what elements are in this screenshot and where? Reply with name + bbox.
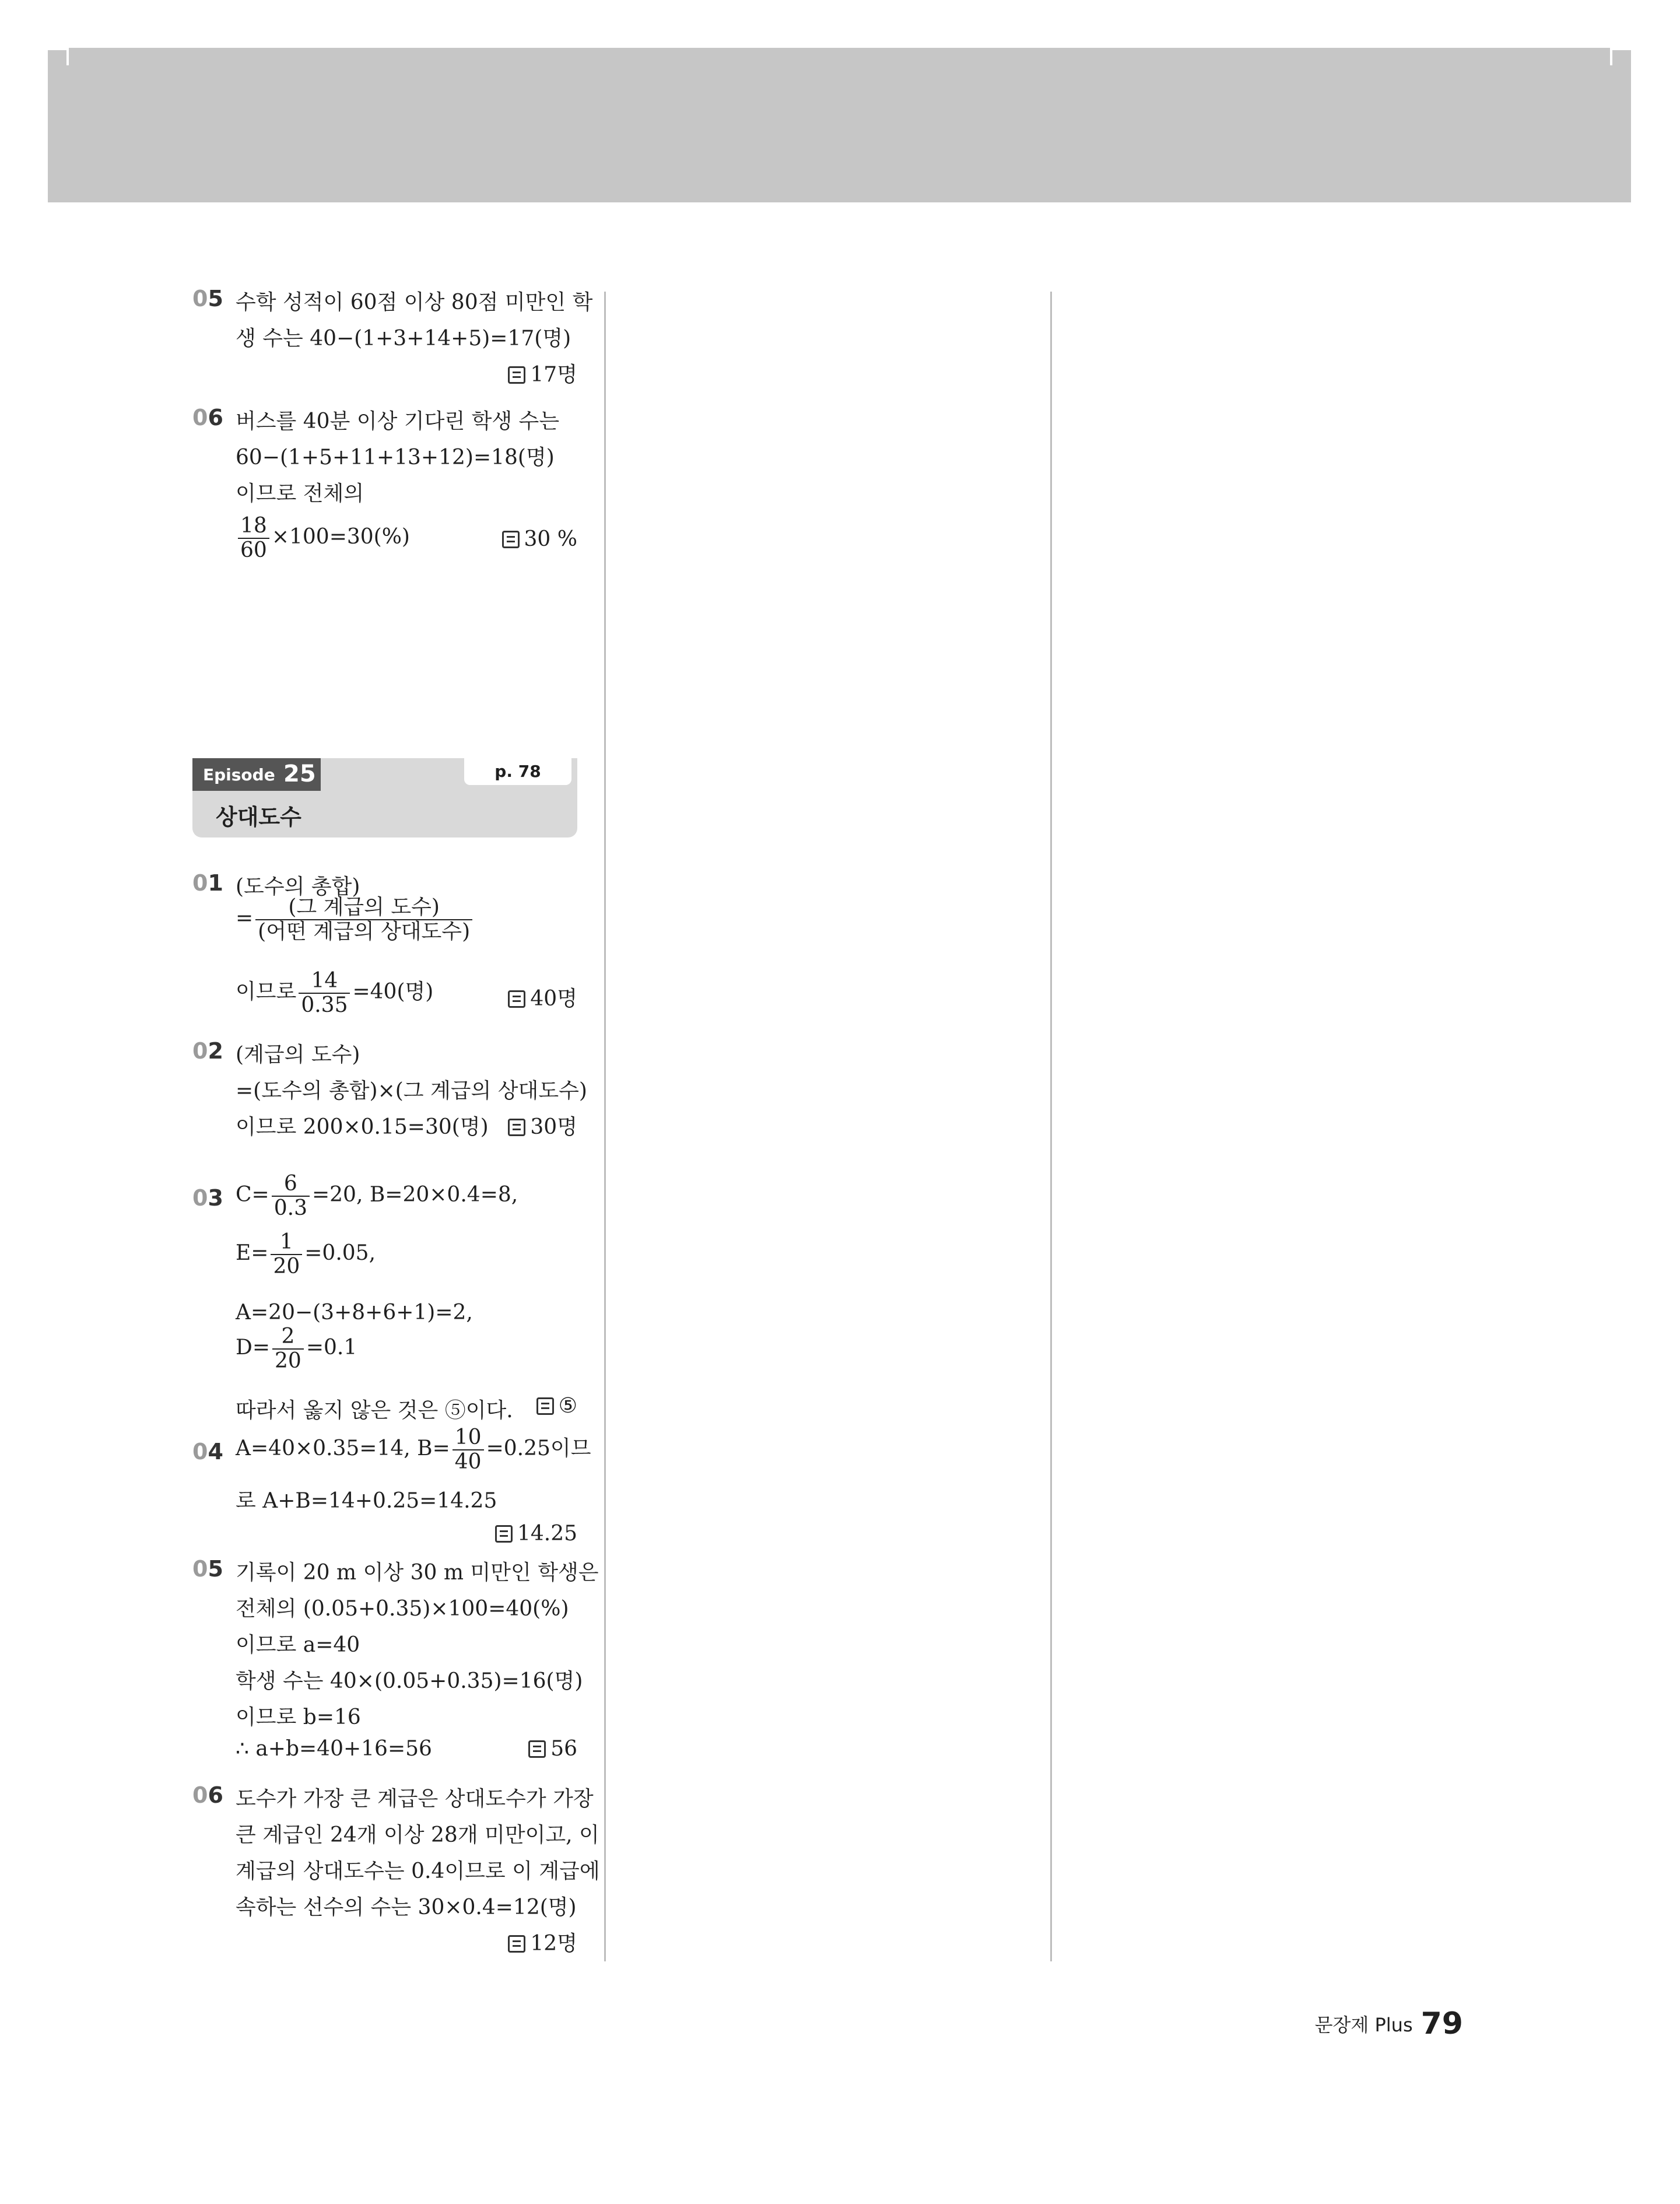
answer-icon [536, 1397, 554, 1415]
problem-number: 02 [192, 1038, 223, 1064]
solution-line: (계급의 도수) [236, 1043, 360, 1067]
solution-line: (도수의 총합) [236, 875, 360, 899]
page-footer [1315, 2006, 1463, 2041]
solution-line: 수학 성적이 60점 이상 80점 미만인 학 [236, 290, 593, 314]
answer: 30명 [508, 1110, 577, 1140]
crop-mark [1610, 48, 1612, 65]
answer: 12명 [508, 1927, 577, 1957]
answer: 17명 [508, 358, 577, 388]
solution-line: $\frac{18}{60}$ ×100=30(%) [236, 514, 410, 562]
episode-number: 25 [283, 761, 316, 787]
answer-icon [508, 1935, 525, 1953]
solution-line: = $\frac{\text{(그 계급의 도수)}}{\text{(어떤 계급의 상대도수)}}$ [236, 896, 475, 944]
solution-line: 전체의 (0.05+0.35)×100=40(%) [236, 1597, 569, 1621]
solution-line: C= $\frac{6}{0.3}$ =20, B=20×0.4=8, [236, 1172, 518, 1220]
answer-icon [508, 990, 525, 1008]
answer: 30 % [502, 527, 577, 551]
solution-line: =(도수의 총합)×(그 계급의 상대도수) [236, 1079, 587, 1103]
problem-number: 06 [192, 405, 223, 430]
column-divider [1050, 292, 1052, 1961]
solution-line: 따라서 옳지 않은 것은 ⑤이다. [236, 1399, 513, 1422]
solution-line: ∴ a+b=40+16=56 [236, 1737, 432, 1761]
solution-line: 생 수는 40−(1+3+14+5)=17(명) [236, 327, 571, 351]
answer: 56 [528, 1737, 577, 1761]
page-number: 79 [1421, 2006, 1463, 2041]
episode-title: 상대도수 [216, 804, 301, 830]
answer-icon [508, 366, 525, 384]
solution-line: 학생 수는 40×(0.05+0.35)=16(명) [236, 1669, 583, 1693]
answer-icon [502, 531, 520, 548]
problem-number: 05 [192, 286, 223, 311]
header-band [48, 48, 1631, 202]
solution-line: D= $\frac{2}{20}$ =0.1 [236, 1324, 357, 1373]
problem-number: 06 [192, 1782, 223, 1808]
episode-tag: Episode 25 [192, 758, 321, 791]
solution-line: A=40×0.35=14, B= $\frac{10}{40}$ =0.25이므 [236, 1425, 591, 1474]
crop-mark [1610, 48, 1631, 50]
answer-icon [508, 1119, 525, 1136]
answer-icon [495, 1525, 513, 1543]
answer: ⑤ [536, 1394, 577, 1418]
solution-line: A=20−(3+8+6+1)=2, [236, 1301, 473, 1324]
solution-line: 버스를 40분 이상 기다린 학생 수는 [236, 409, 560, 433]
answer-icon [528, 1740, 546, 1758]
solution-line: 이므로 전체의 [236, 482, 364, 506]
fraction: $\frac{10}{40}$ [453, 1426, 484, 1474]
solution-line: 이므로 $\frac{14}{0.35}$ =40(명) [236, 969, 434, 1017]
problem-number: 05 [192, 1556, 223, 1582]
problem-number: 01 [192, 870, 223, 896]
problem-number: 04 [192, 1439, 223, 1464]
solution-line: 이므로 b=16 [236, 1705, 361, 1729]
book-title: 문장제 Plus [1314, 2014, 1413, 2036]
fraction: $\frac{1}{20}$ [271, 1231, 302, 1278]
page-reference: p. 78 [464, 758, 571, 785]
column-divider [604, 292, 606, 1961]
solution-line: 60−(1+5+11+13+12)=18(명) [236, 446, 555, 469]
fraction: $\frac{2}{20}$ [272, 1325, 304, 1373]
fraction: $\frac{6}{0.3}$ [272, 1172, 310, 1220]
answer: 14.25 [495, 1522, 577, 1546]
solution-line: 로 A+B=14+0.25=14.25 [236, 1489, 497, 1513]
fraction: $\frac{14}{0.35}$ [299, 969, 350, 1017]
solution-line: 기록이 20 m 이상 30 m 미만인 학생은 [236, 1561, 599, 1585]
answer: 40명 [508, 982, 577, 1012]
crop-mark [48, 48, 69, 50]
episode-card [192, 758, 577, 838]
solution-line: 큰 계급인 24개 이상 28개 미만이고, 이 [236, 1823, 599, 1847]
solution-line: 이므로 200×0.15=30(명) [236, 1115, 489, 1139]
solution-line: E= $\frac{1}{20}$ =0.05, [236, 1230, 376, 1278]
solution-line: 도수가 가장 큰 계급은 상대도수가 가장 [236, 1787, 594, 1811]
problem-number: 03 [192, 1185, 223, 1211]
fraction: $\frac{\text{(그 계급의 도수)}}{\text{(어떤 계급의 상대도수)}}$ [255, 896, 472, 944]
solution-line: 계급의 상대도수는 0.4이므로 이 계급에 [236, 1859, 600, 1883]
crop-mark [66, 48, 69, 65]
solution-line: 이므로 a=40 [236, 1633, 360, 1657]
solution-line: 속하는 선수의 수는 30×0.4=12(명) [236, 1895, 577, 1919]
fraction: $\frac{18}{60}$ [238, 514, 269, 562]
